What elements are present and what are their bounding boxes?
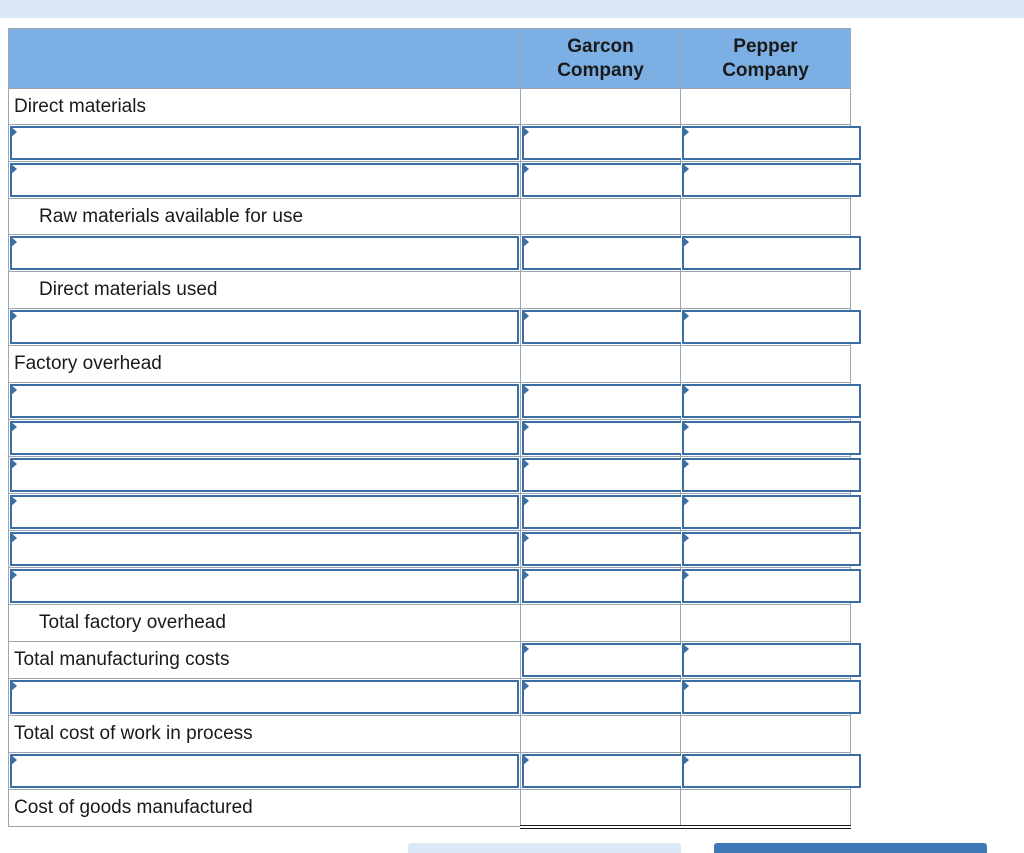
label-input-cell: [9, 494, 521, 531]
garcon-value-cell: [521, 420, 681, 457]
label-input-cell: [9, 753, 521, 790]
garcon-amount-input[interactable]: [522, 458, 691, 492]
row-label-total-factory-overhead: Total factory overhead: [9, 605, 521, 642]
row-label-input[interactable]: [10, 569, 519, 603]
pepper-amount-input[interactable]: [682, 384, 861, 418]
table-row: [9, 494, 851, 531]
row-label-input[interactable]: [10, 163, 519, 197]
dropdown-marker-icon: [522, 421, 529, 433]
dropdown-marker-icon: [10, 532, 17, 544]
garcon-total-manufacturing-input[interactable]: [522, 643, 691, 677]
dropdown-marker-icon: [682, 458, 689, 470]
dropdown-marker-icon: [10, 458, 17, 470]
dropdown-marker-icon: [682, 532, 689, 544]
table-row: [9, 679, 851, 716]
pepper-value-cell: [681, 568, 851, 605]
empty-cell: [521, 716, 681, 753]
empty-cell: [681, 199, 851, 235]
pepper-amount-input[interactable]: [682, 421, 861, 455]
label-input-cell: [9, 531, 521, 568]
dropdown-marker-icon: [10, 126, 17, 138]
empty-cell: [681, 605, 851, 642]
pepper-value-cell: [681, 457, 851, 494]
row-label-cost-goods-manufactured: Cost of goods manufactured: [9, 790, 521, 827]
column-header-pepper: [681, 29, 851, 89]
pepper-amount-input[interactable]: [682, 532, 861, 566]
dropdown-marker-icon: [10, 421, 17, 433]
label-input-cell: [9, 457, 521, 494]
pepper-amount-input[interactable]: [682, 495, 861, 529]
garcon-amount-input[interactable]: [522, 680, 691, 714]
table-row: [9, 272, 851, 309]
table-row: [9, 531, 851, 568]
dropdown-marker-icon: [682, 236, 689, 248]
dropdown-marker-icon: [522, 569, 529, 581]
dropdown-marker-icon: [10, 680, 17, 692]
row-label-input[interactable]: [10, 236, 519, 270]
garcon-amount-input[interactable]: [522, 126, 691, 160]
garcon-value-cell: [521, 568, 681, 605]
dropdown-marker-icon: [522, 495, 529, 507]
pepper-amount-input[interactable]: [682, 126, 861, 160]
pepper-value-cell: [681, 125, 851, 162]
garcon-amount-input[interactable]: [522, 163, 691, 197]
row-label-input[interactable]: [10, 495, 519, 529]
top-band: [0, 0, 1024, 18]
pepper-value-cell: [681, 235, 851, 272]
garcon-amount-input[interactable]: [522, 495, 691, 529]
row-label-input[interactable]: [10, 754, 519, 788]
garcon-amount-input[interactable]: [522, 754, 691, 788]
label-input-cell: [9, 568, 521, 605]
dropdown-marker-icon: [10, 384, 17, 396]
pepper-header-line2: Company: [722, 59, 809, 81]
dropdown-marker-icon: [682, 754, 689, 766]
header-row: [9, 29, 851, 89]
garcon-value-cell: [521, 309, 681, 346]
pepper-cogm-cell[interactable]: [681, 790, 851, 827]
garcon-value-cell: [521, 125, 681, 162]
dropdown-marker-icon: [522, 236, 529, 248]
dropdown-marker-icon: [522, 163, 529, 175]
dropdown-marker-icon: [10, 569, 17, 581]
pepper-header-line1: Pepper: [733, 35, 798, 57]
dropdown-marker-icon: [682, 680, 689, 692]
dropdown-marker-icon: [10, 495, 17, 507]
dropdown-marker-icon: [682, 421, 689, 433]
garcon-header-line2: Company: [557, 59, 644, 81]
row-label-input[interactable]: [10, 310, 519, 344]
garcon-value-cell: [521, 531, 681, 568]
table-row: [9, 346, 851, 383]
dropdown-marker-icon: [522, 754, 529, 766]
pepper-value-cell: [681, 420, 851, 457]
pepper-amount-input[interactable]: [682, 163, 861, 197]
pepper-amount-input[interactable]: [682, 458, 861, 492]
dropdown-marker-icon: [522, 310, 529, 322]
empty-cell: [681, 346, 851, 383]
dropdown-marker-icon: [10, 754, 17, 766]
pepper-amount-input[interactable]: [682, 680, 861, 714]
label-input-cell: [9, 420, 521, 457]
garcon-amount-input[interactable]: [522, 236, 691, 270]
pepper-amount-input[interactable]: [682, 569, 861, 603]
dropdown-marker-icon: [682, 126, 689, 138]
dropdown-marker-icon: [10, 163, 17, 175]
dropdown-marker-icon: [682, 569, 689, 581]
row-label-input[interactable]: [10, 126, 519, 160]
table-row: [9, 89, 851, 125]
row-label-total-manufacturing-costs: Total manufacturing costs: [9, 642, 521, 679]
pepper-value-cell: [681, 531, 851, 568]
dropdown-marker-icon: [10, 310, 17, 322]
header-blank-cell: [9, 29, 521, 89]
garcon-value-cell: [521, 642, 681, 679]
row-label-raw-materials-available: Raw materials available for use: [9, 199, 521, 235]
garcon-amount-input[interactable]: [522, 310, 691, 344]
empty-cell: [681, 716, 851, 753]
table-row: [9, 235, 851, 272]
label-input-cell: [9, 235, 521, 272]
label-input-cell: [9, 679, 521, 716]
dropdown-marker-icon: [522, 384, 529, 396]
table-row: [9, 199, 851, 235]
table-row: [9, 568, 851, 605]
pepper-value-cell: [681, 309, 851, 346]
table-row: [9, 605, 851, 642]
garcon-value-cell: [521, 494, 681, 531]
row-label-input[interactable]: [10, 421, 519, 455]
empty-cell: [681, 272, 851, 309]
dropdown-marker-icon: [682, 163, 689, 175]
garcon-amount-input[interactable]: [522, 569, 691, 603]
table-row: [9, 162, 851, 199]
dropdown-marker-icon: [682, 310, 689, 322]
table-row: [9, 716, 851, 753]
row-label-input[interactable]: [10, 458, 519, 492]
dropdown-marker-icon: [682, 495, 689, 507]
garcon-value-cell: [521, 753, 681, 790]
pepper-value-cell: [681, 383, 851, 420]
table-row: [9, 125, 851, 162]
dropdown-marker-icon: [522, 458, 529, 470]
empty-cell: [521, 89, 681, 125]
row-label-input[interactable]: [10, 680, 519, 714]
label-input-cell: [9, 383, 521, 420]
garcon-value-cell: [521, 679, 681, 716]
dropdown-marker-icon: [522, 126, 529, 138]
garcon-amount-input[interactable]: [522, 384, 691, 418]
table-row: [9, 790, 851, 827]
label-input-cell: [9, 162, 521, 199]
pepper-value-cell: [681, 679, 851, 716]
table-row: [9, 457, 851, 494]
pepper-amount-input[interactable]: [682, 754, 861, 788]
label-input-cell: [9, 125, 521, 162]
pepper-value-cell: [681, 494, 851, 531]
row-label-direct-materials: Direct materials: [9, 89, 521, 125]
pepper-amount-input[interactable]: [682, 310, 861, 344]
garcon-header-line1: Garcon: [567, 35, 634, 57]
pepper-total-manufacturing-input[interactable]: [682, 643, 861, 677]
empty-cell: [521, 346, 681, 383]
next-button[interactable]: [714, 843, 987, 853]
dropdown-marker-icon: [10, 236, 17, 248]
empty-cell: [521, 605, 681, 642]
table-row: [9, 642, 851, 679]
dropdown-marker-icon: [522, 532, 529, 544]
garcon-amount-input[interactable]: [522, 532, 691, 566]
cost-of-goods-manufactured-table: [8, 28, 851, 829]
row-label-input[interactable]: [10, 384, 519, 418]
row-label-factory-overhead: Factory overhead: [9, 346, 521, 383]
garcon-value-cell: [521, 162, 681, 199]
dropdown-marker-icon: [522, 680, 529, 692]
previous-button[interactable]: [408, 843, 681, 853]
pepper-value-cell: [681, 162, 851, 199]
garcon-cogm-cell[interactable]: [521, 790, 681, 827]
pepper-value-cell: [681, 642, 851, 679]
column-header-garcon: [521, 29, 681, 89]
pepper-amount-input[interactable]: [682, 236, 861, 270]
row-label-input[interactable]: [10, 532, 519, 566]
row-label-direct-materials-used: Direct materials used: [9, 272, 521, 309]
row-label-total-cost-wip: Total cost of work in process: [9, 716, 521, 753]
garcon-value-cell: [521, 235, 681, 272]
empty-cell: [521, 199, 681, 235]
garcon-amount-input[interactable]: [522, 421, 691, 455]
table-row: [9, 420, 851, 457]
label-input-cell: [9, 309, 521, 346]
garcon-value-cell: [521, 457, 681, 494]
table-row: [9, 309, 851, 346]
empty-cell: [521, 272, 681, 309]
empty-cell: [681, 89, 851, 125]
garcon-value-cell: [521, 383, 681, 420]
pepper-value-cell: [681, 753, 851, 790]
dropdown-marker-icon: [682, 643, 689, 655]
dropdown-marker-icon: [682, 384, 689, 396]
table-row: [9, 753, 851, 790]
table-row: [9, 383, 851, 420]
dropdown-marker-icon: [522, 643, 529, 655]
